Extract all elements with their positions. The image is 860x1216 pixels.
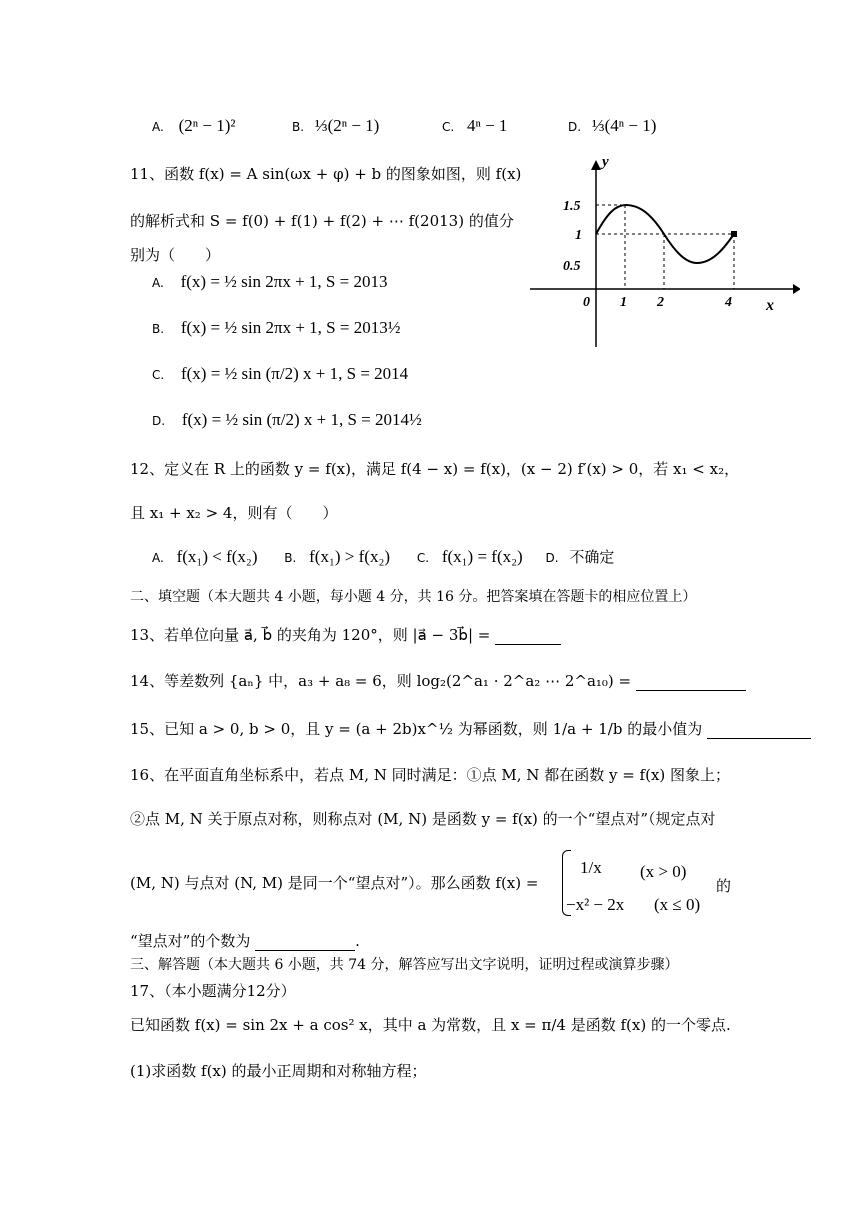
q17-heading: 17、（本小题满分12分） [130,982,296,1000]
sine-graph-figure [525,150,800,355]
piecewise-case-2-expr: −x² − 2x [566,895,625,914]
q11-option-a: A. f(x) = ½ sin 2πx + 1, S = 2013 [152,272,388,291]
q11-line-1: 11、函数 f(x) = A sin(ωx + φ) + b 的图象如图，则 f(x) [130,165,522,183]
q10-option-c: C. 4ⁿ − 1 [442,116,508,135]
x-tick-4: 4 [725,295,732,310]
q17-line-1: 已知函数 f(x) = sin 2x + a cos² x，其中 a 为常数，且 x = π/4 是函数 f(x) 的一个零点. [130,1016,731,1034]
piecewise-case-1-cond: (x > 0) [640,862,687,881]
x-tick-2: 2 [657,295,664,310]
q11-option-c: C. f(x) = ½ sin (π/2) x + 1, S = 2014 [152,364,409,383]
q11-option-d: D. f(x) = ½ sin (π/2) x + 1, S = 2014½ [152,410,422,429]
x-axis-arrow [793,284,800,294]
q10-option-a: A. (2ⁿ − 1)² [152,116,236,135]
y-axis-label: y [602,154,609,170]
curve-endpoint [731,231,737,237]
q16-line-1: 16、在平面直角坐标系中，若点 M, N 同时满足：①点 M, N 都在函数 y = f(x) 图象上； [130,766,731,784]
q10-option-b: B. ⅓(2ⁿ − 1) [292,116,380,135]
q14-line: 14、等差数列 {aₙ} 中，a₃ + a₈ = 6，则 log₂(2^a₁ · 2^a₂ ⋯ 2^a₁₀) = [130,670,746,691]
q15-answer-blank[interactable] [707,724,811,739]
q12-line-1: 12、定义在 R 上的函数 y = f(x)，满足 f(4 − x) = f(x)，(x − 2) f′(x) > 0，若 x₁ < x₂， [130,460,740,478]
q14-answer-blank[interactable] [636,676,746,691]
x-tick-1: 1 [620,295,627,310]
q13-answer-blank[interactable] [495,630,561,645]
section-3-heading: 三、解答题（本大题共 6 小题，共 74 分，解答应写出文字说明，证明过程或演算步骤） [130,957,679,973]
q11-option-b: B. f(x) = ½ sin 2πx + 1, S = 2013½ [152,318,401,337]
piecewise-case-1-expr: 1/x [580,858,602,877]
q11-line-2: 的解析式和 S = f(0) + f(1) + f(2) + ⋯ f(2013) 的值分 [130,212,514,230]
q17-part-1: (1)求函数 f(x) 的最小正周期和对称轴方程； [130,1062,427,1080]
q16-line-4: “望点对”的个数为 . [130,932,360,950]
y-tick-1: 1 [575,228,582,243]
x-axis-label: x [766,297,774,314]
origin-label: 0 [583,295,590,310]
q15-line: 15、已知 a > 0, b > 0，且 y = (a + 2b)x^½ 为幂函数，则 1/a + 1/b 的最小值为 [130,718,811,739]
piecewise-case-2-cond: (x ≤ 0) [654,895,701,914]
y-axis-arrow [591,160,601,170]
q16-tail: 的 [716,877,732,895]
q10-option-d: D. ⅓(4ⁿ − 1) [568,116,657,135]
q11-line-3: 别为（ ） [130,246,221,264]
y-tick-1-5: 1.5 [563,199,581,214]
q12-options: A. f(x₁) < f(x₂) B. f(x₁) > f(x₂) C. f(x₁) = f(x₂) D. 不确定 [152,547,615,566]
y-tick-0-5: 0.5 [563,259,581,274]
q13-line: 13、若单位向量 a⃗, b⃗ 的夹角为 120°，则 |a⃗ − 3b⃗| = [130,624,561,645]
q12-line-2: 且 x₁ + x₂ > 4，则有（ ） [130,504,338,522]
section-2-heading: 二、填空题（本大题共 4 小题，每小题 4 分，共 16 分。把答案填在答题卡的相应位置上） [130,589,697,605]
q16-line-2: ②点 M, N 关于原点对称，则称点对 (M, N) 是函数 y = f(x) 的一个“望点对”（规定点对 [130,810,716,828]
q16-answer-blank[interactable] [255,936,355,951]
q16-line-3: (M, N) 与点对 (N, M) 是同一个“望点对”）。那么函数 f(x) = [130,874,539,892]
